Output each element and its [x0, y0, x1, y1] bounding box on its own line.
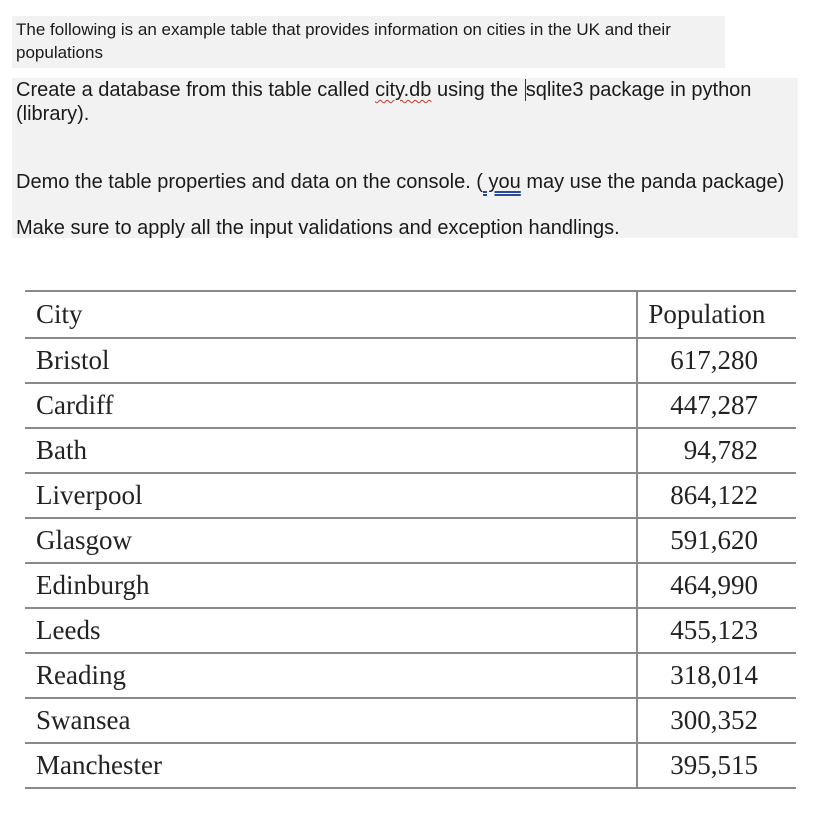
- intro-text: The following is an example table that provides information on cities in the UK and their populations: [16, 20, 671, 62]
- package-name-text: sqlite3: [525, 79, 584, 101]
- table-row: [25, 743, 796, 788]
- intro-paragraph: [12, 16, 725, 68]
- population-cell: 591,620: [637, 518, 796, 563]
- table-row: [25, 698, 796, 743]
- population-cell: 94,782: [637, 428, 796, 473]
- header-city: City: [25, 291, 637, 338]
- table-header-row: [25, 291, 796, 338]
- task-line1-after: package in python (library).: [16, 79, 752, 125]
- task-line2-after: may use the panda package): [520, 171, 785, 193]
- task-line2-before: Demo the table properties and data on the console. (: [16, 171, 483, 193]
- table-row: [25, 653, 796, 698]
- table-row: [25, 473, 796, 518]
- task-line-demo: [16, 170, 794, 194]
- city-population-table: [25, 290, 796, 789]
- city-cell: Swansea: [25, 698, 637, 743]
- city-cell: Reading: [25, 653, 637, 698]
- population-cell: 318,014: [637, 653, 796, 698]
- table-row: [25, 338, 796, 383]
- city-cell: Manchester: [25, 743, 637, 788]
- task-line-create-db: [16, 78, 794, 126]
- city-cell: Glasgow: [25, 518, 637, 563]
- table-row: [25, 563, 796, 608]
- population-cell: 464,990: [637, 563, 796, 608]
- table-row: [25, 518, 796, 563]
- task-instructions: [12, 78, 798, 238]
- population-cell: 617,280: [637, 338, 796, 383]
- city-cell: Edinburgh: [25, 563, 637, 608]
- city-cell: Liverpool: [25, 473, 637, 518]
- grammar-flag-text: you: [482, 171, 521, 193]
- city-cell: Leeds: [25, 608, 637, 653]
- table-row: [25, 608, 796, 653]
- table-row: [25, 428, 796, 473]
- city-cell: Bath: [25, 428, 637, 473]
- population-cell: 455,123: [637, 608, 796, 653]
- population-cell: 864,122: [637, 473, 796, 518]
- city-cell: Cardiff: [25, 383, 637, 428]
- population-cell: 447,287: [637, 383, 796, 428]
- header-population: Population: [637, 291, 796, 338]
- task-line1-before: Create a database from this table called: [16, 79, 376, 101]
- population-cell: 395,515: [637, 743, 796, 788]
- db-name-text: city.db: [375, 79, 432, 101]
- city-cell: Bristol: [25, 338, 637, 383]
- population-cell: 300,352: [637, 698, 796, 743]
- task-line-validation: Make sure to apply all the input validations and exception handlings.: [16, 217, 620, 239]
- task-line1-mid: using the: [431, 79, 524, 101]
- table-row: [25, 383, 796, 428]
